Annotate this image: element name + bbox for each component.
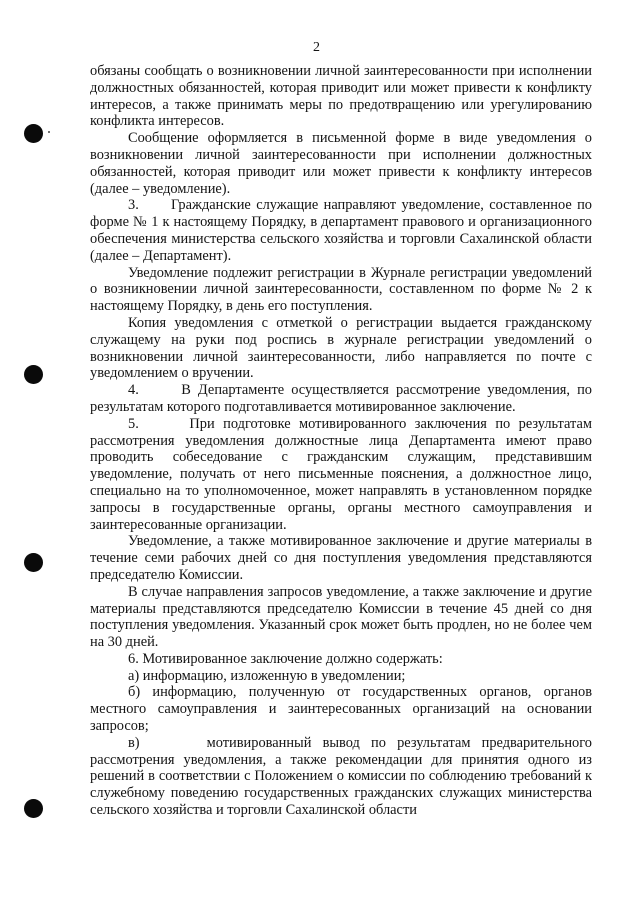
paragraph-item-3: 3. Гражданские служащие направляют уведомление, составленное по форме № 1 к настоящему Порядку, в департамент правового и организационного обеспечения министерства сельского хозяйства и торговли Сахалинской области (далее – Департамент). (90, 197, 592, 264)
paragraph-registration: Уведомление подлежит регистрации в Журнале регистрации уведомлений о возникновении личной заинтересованности, составленном по форме № 2 к настоящему Порядку, в день его поступления. (90, 264, 592, 315)
paragraph-item-5: 5. При подготовке мотивированного заключения по результатам рассмотрения уведомления должностные лица Департамента имеют право проводить собеседование с гражданским служащим, представившим уведомление, получать от него письменные пояснения, а должностное лицо, специально на то уполномоченное, может направлять в установленном порядке запросы в государственные органы, органы местного самоуправления и заинтересованные организации. (90, 415, 592, 533)
paragraph-item-6: 6. Мотивированное заключение должно содержать: (128, 650, 443, 667)
punch-hole-mark (24, 365, 43, 384)
paragraph-45-days: В случае направления запросов уведомление, а также заключение и другие материалы представляются председателю Комиссии в течение 45 дней со дня поступления уведомления. Указанный срок может быть продлен, но не более чем на 30 дней. (90, 583, 592, 651)
paragraph-item-6v: в) мотивированный вывод по результатам предварительного рассмотрения уведомления, а также рекомендации для принятия одного из решений в соответствии с Положением о комиссии по соблюдению требований к служебному поведению государственных гражданских служащих министерства сельского хозяйства и торговли Сахалинской области (90, 734, 592, 819)
scan-speck (48, 131, 50, 133)
paragraph-seven-days: Уведомление, а также мотивированное заключение и другие материалы в течение семи рабочих дней со дня поступления уведомления представляются председателю Комиссии. (90, 533, 592, 583)
punch-hole-mark (24, 124, 43, 143)
paragraph-item-4: 4. В Департаменте осуществляется рассмотрение уведомления, по результатам которого подготавливается мотивированное заключение. (90, 382, 592, 415)
paragraph-notification-form: Сообщение оформляется в письменной форме в виде уведомления о возникновении личной заинтересованности при исполнении должностных обязанностей, которая приводит или может привести к конфликту интересов (далее – уведомление). (90, 130, 592, 197)
paragraph-item-6b: б) информацию, полученную от государственных органов, органов местного самоуправления и заинтересованных организаций на основании запросов; (90, 684, 592, 735)
document-body (90, 63, 592, 819)
paragraph-copy: Копия уведомления с отметкой о регистрации выдается гражданскому служащему на руки под роспись в журнале регистрации уведомлений о возникновении личной заинтересованности, либо направляется по почте с уведомлением о вручении. (90, 314, 592, 382)
punch-hole-mark (24, 799, 43, 818)
punch-hole-mark (24, 553, 43, 572)
paragraph-continuation: обязаны сообщать о возникновении личной заинтересованности при исполнении должностных обязанностей, которая приводит или может привести к конфликту интересов, а также принимать меры по предотвращению или урегулированию конфликта интересов. (90, 63, 592, 130)
paragraph-item-6a: а) информацию, изложенную в уведомлении; (128, 667, 406, 684)
page-number: 2 (313, 40, 320, 55)
